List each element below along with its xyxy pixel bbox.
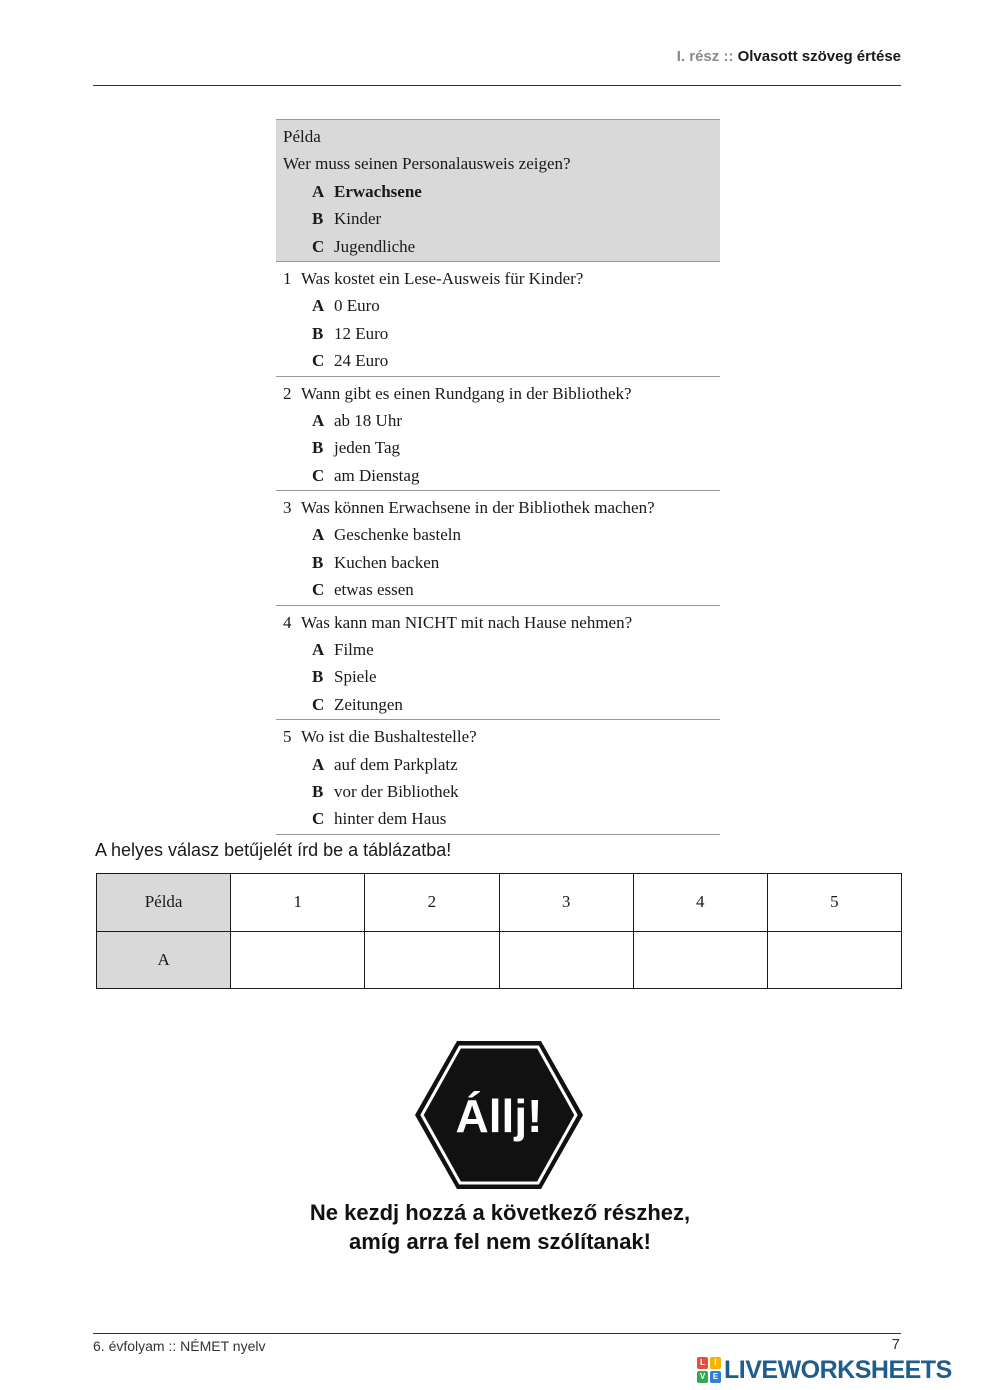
answer-cell-3[interactable] xyxy=(499,931,633,989)
option-letter: C xyxy=(312,465,325,485)
option-letter: C xyxy=(312,236,325,256)
question-block-3 xyxy=(276,491,720,606)
option-a[interactable] xyxy=(276,407,720,434)
option-letter: A xyxy=(312,525,325,545)
question-text xyxy=(276,494,720,521)
stop-sign-text: Állj! xyxy=(455,1090,543,1142)
option-text: Spiele xyxy=(334,667,377,687)
option-text: Kinder xyxy=(334,209,382,229)
header-divider xyxy=(93,85,901,86)
option-text: 12 Euro xyxy=(334,323,389,343)
answer-header-row xyxy=(97,874,902,932)
option-letter: A xyxy=(312,410,325,430)
example-option-b xyxy=(276,205,720,232)
answer-header-2: 2 xyxy=(365,874,499,932)
option-letter: C xyxy=(312,351,325,371)
option-letter: B xyxy=(312,323,324,343)
option-c[interactable] xyxy=(276,462,720,489)
option-text: ab 18 Uhr xyxy=(334,410,402,430)
stop-message xyxy=(200,1198,800,1256)
option-letter: C xyxy=(312,580,325,600)
answer-header-example: Példa xyxy=(97,874,231,932)
option-text: am Dienstag xyxy=(334,465,420,485)
instruction-text: A helyes válasz betűjelét írd be a táblázatba! xyxy=(95,840,452,860)
option-text: vor der Bibliothek xyxy=(334,781,459,801)
answer-table xyxy=(96,873,902,989)
option-c[interactable] xyxy=(276,805,720,832)
question-block-1 xyxy=(276,262,720,377)
footer-grade-subject: 6. évfolyam :: NÉMET nyelv xyxy=(93,1338,266,1354)
question-label: Was können Erwachsene in der Bibliothek machen? xyxy=(301,498,655,518)
option-text: 0 Euro xyxy=(334,296,380,316)
option-text: hinter dem Haus xyxy=(334,809,447,829)
example-question: Wer muss seinen Personalausweis zeigen? xyxy=(283,154,571,174)
brand-tile-v: V xyxy=(697,1371,708,1383)
option-a[interactable] xyxy=(276,636,720,663)
option-text: Geschenke basteln xyxy=(334,525,461,545)
option-c[interactable] xyxy=(276,347,720,374)
brand-tile-e: E xyxy=(710,1371,721,1383)
option-b[interactable] xyxy=(276,778,720,805)
option-a[interactable] xyxy=(276,292,720,319)
liveworksheets-logo[interactable] xyxy=(697,1356,952,1384)
answer-header-3: 3 xyxy=(499,874,633,932)
option-letter: A xyxy=(312,640,325,660)
option-text: Filme xyxy=(334,640,374,660)
question-list xyxy=(276,119,720,835)
header-section: Olvasott szöveg értése xyxy=(737,48,901,65)
answer-header-4: 4 xyxy=(633,874,767,932)
stop-message-line2: amíg arra fel nem szólítanak! xyxy=(349,1229,651,1254)
page-number: 7 xyxy=(891,1336,900,1353)
question-label: Wann gibt es einen Rundgang in der Bibliothek? xyxy=(301,383,632,403)
example-label: Példa xyxy=(283,127,321,146)
question-block-5 xyxy=(276,720,720,835)
brand-tiles-icon xyxy=(697,1357,721,1383)
header-part: I. rész :: xyxy=(676,48,734,65)
answer-header-5: 5 xyxy=(767,874,901,932)
answer-cell-1[interactable] xyxy=(231,931,365,989)
brand-tile-i: I xyxy=(710,1357,721,1369)
question-number: 4 xyxy=(283,612,292,632)
option-letter: B xyxy=(312,667,324,687)
answer-cell-4[interactable] xyxy=(633,931,767,989)
stop-message-line1: Ne kezdj hozzá a következő részhez, xyxy=(309,1200,691,1225)
option-a[interactable] xyxy=(276,751,720,778)
footer-divider xyxy=(93,1333,901,1334)
question-number: 3 xyxy=(283,498,292,518)
option-letter: B xyxy=(312,209,324,229)
option-letter: A xyxy=(312,296,325,316)
answer-input-row xyxy=(97,931,902,989)
option-text: 24 Euro xyxy=(334,351,389,371)
answer-cell-2[interactable] xyxy=(365,931,499,989)
answer-cell-5[interactable] xyxy=(767,931,901,989)
question-number: 2 xyxy=(283,383,292,403)
page-header xyxy=(93,48,901,65)
option-text: Kuchen backen xyxy=(334,552,440,572)
example-option-c xyxy=(276,233,720,260)
option-b[interactable] xyxy=(276,663,720,690)
answer-header-1: 1 xyxy=(231,874,365,932)
option-letter: B xyxy=(312,781,324,801)
option-letter: B xyxy=(312,438,324,458)
option-text: Jugendliche xyxy=(334,236,416,256)
brand-tile-l: L xyxy=(697,1357,708,1369)
option-letter: A xyxy=(312,181,325,201)
question-block-2 xyxy=(276,377,720,492)
question-number: 1 xyxy=(283,268,292,288)
question-text xyxy=(276,380,720,407)
question-block-4 xyxy=(276,606,720,721)
option-c[interactable] xyxy=(276,691,720,718)
option-letter: A xyxy=(312,754,325,774)
option-text: Erwachsene xyxy=(334,181,422,201)
brand-name: LIVEWORKSHEETS xyxy=(724,1355,952,1384)
option-letter: C xyxy=(312,809,325,829)
option-text: auf dem Parkplatz xyxy=(334,754,458,774)
option-text: jeden Tag xyxy=(334,438,400,458)
answer-example-cell: A xyxy=(97,931,231,989)
option-text: Zeitungen xyxy=(334,694,403,714)
option-text: etwas essen xyxy=(334,580,414,600)
question-text xyxy=(276,723,720,750)
option-a[interactable] xyxy=(276,521,720,548)
option-letter: C xyxy=(312,694,325,714)
question-label: Wo ist die Bushaltestelle? xyxy=(301,727,477,747)
question-number: 5 xyxy=(283,727,292,747)
stop-sign-icon xyxy=(415,1041,583,1189)
question-text xyxy=(276,265,720,292)
option-b[interactable] xyxy=(276,549,720,576)
option-letter: B xyxy=(312,552,324,572)
question-label: Was kostet ein Lese-Ausweis für Kinder? xyxy=(301,268,584,288)
option-b[interactable] xyxy=(276,320,720,347)
example-option-a xyxy=(276,178,720,205)
question-label: Was kann man NICHT mit nach Hause nehmen? xyxy=(301,612,633,632)
option-c[interactable] xyxy=(276,576,720,603)
option-b[interactable] xyxy=(276,434,720,461)
question-text xyxy=(276,609,720,636)
example-block xyxy=(276,119,720,262)
